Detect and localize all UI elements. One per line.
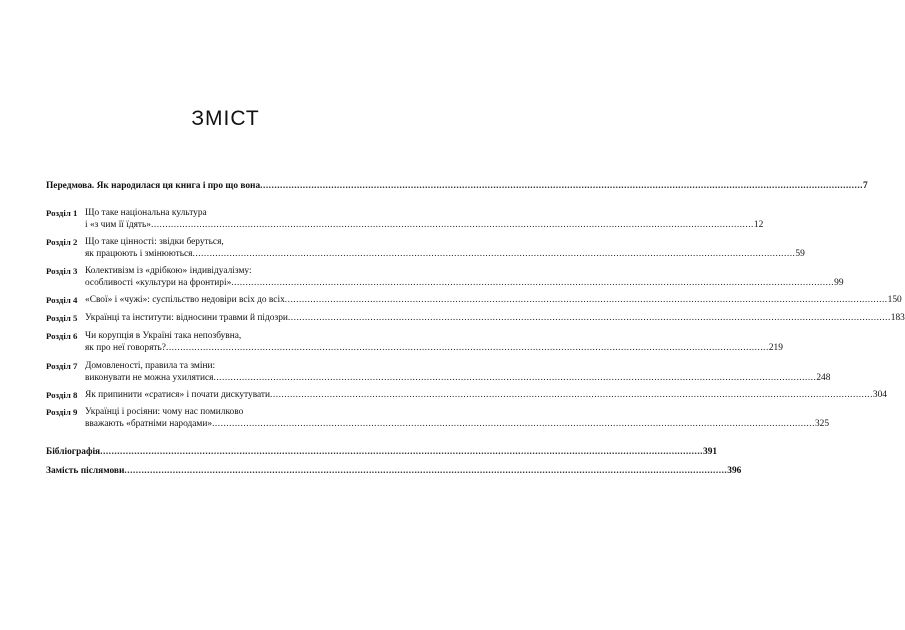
toc-entry-bibliography[interactable] <box>46 446 718 458</box>
chapter-title-line: Як припинити «сратися» і почати дискутувати <box>85 390 271 400</box>
chapter-title-line: як про неї говорять? <box>85 343 166 353</box>
chapter-title-line: Що таке цінності: звідки беруться, <box>85 237 224 247</box>
leader-dots: .................................................................................................................................................................................................................... <box>165 343 769 353</box>
toc-entry-chapter-5[interactable] <box>46 312 905 324</box>
leader-dots: .................................................................................................................................................................................................................... <box>287 313 891 323</box>
chapter-title-line: Колективізм із «дрібкою» індивідуалізму: <box>85 266 252 276</box>
chapter-title-line: Українці та інститути: відносини травми й підозри <box>85 313 288 323</box>
chapter-page: 183 <box>890 313 905 323</box>
toc-entry-chapter-4[interactable] <box>46 294 902 306</box>
page-title: ЗМІСТ <box>191 107 260 130</box>
chapter-title-line: виконувати не можна ухилятися <box>85 373 214 383</box>
chapter-page: 325 <box>814 419 829 429</box>
chapter-page: 219 <box>768 343 783 353</box>
chapter-title-line: особливості «культури на фронтирі» <box>85 278 232 288</box>
chapter-page: 304 <box>872 390 887 400</box>
bibliography-page: 391 <box>703 447 718 457</box>
chapter-label: Розділ 9 <box>46 407 78 417</box>
toc-entry-afterword[interactable] <box>46 465 742 477</box>
leader-dots: .................................................................................................................................................................................................................... <box>212 419 815 429</box>
leader-dots: .................................................................................................................................................................................................................... <box>124 466 728 476</box>
chapter-label: Розділ 2 <box>46 237 78 247</box>
preface-page: 7 <box>863 181 868 191</box>
chapter-page: 59 <box>795 249 805 259</box>
chapter-title-line: як працюють і змінюються <box>85 249 193 259</box>
leader-dots: .................................................................................................................................................................................................................... <box>192 249 796 259</box>
toc-entry-chapter-2[interactable] <box>46 236 805 260</box>
chapter-title-line: Що таке національна культура <box>85 208 207 218</box>
chapter-label: Розділ 4 <box>46 295 78 305</box>
chapter-title-line: вважають «братніми народами» <box>85 419 213 429</box>
chapter-title-line: «Свої» і «чужі»: суспільство недовіри всіх до всіх <box>85 295 285 305</box>
chapter-label: Розділ 8 <box>46 390 78 400</box>
toc-entry-chapter-8[interactable] <box>46 389 887 401</box>
toc-entry-preface[interactable] <box>46 180 868 192</box>
chapter-page: 12 <box>753 220 764 230</box>
chapter-label: Розділ 1 <box>46 208 78 218</box>
leader-dots: .................................................................................................................................................................................................................... <box>213 373 817 383</box>
chapter-title-line: Українці і росіяни: чому нас помилково <box>85 407 244 417</box>
toc-entry-chapter-1[interactable] <box>46 207 764 231</box>
chapter-label: Розділ 3 <box>46 266 78 276</box>
chapter-label: Розділ 6 <box>46 331 78 341</box>
leader-dots: .................................................................................................................................................................................................................... <box>100 447 704 457</box>
chapter-page: 99 <box>834 278 844 288</box>
chapter-title-line: Домовленості, правила та зміни: <box>85 361 216 371</box>
bibliography-title: Бібліографія <box>46 447 101 457</box>
toc-entry-chapter-3[interactable] <box>46 265 844 289</box>
toc-entry-chapter-6[interactable] <box>46 330 783 354</box>
afterword-title: Замість післямови <box>46 466 125 476</box>
afterword-page: 396 <box>727 466 742 476</box>
toc-entry-chapter-9[interactable] <box>46 406 829 430</box>
chapter-label: Розділ 5 <box>46 313 78 323</box>
chapter-page: 248 <box>816 373 831 383</box>
leader-dots: .................................................................................................................................................................................................................... <box>270 390 873 400</box>
chapter-label: Розділ 7 <box>46 361 78 371</box>
leader-dots: .................................................................................................................................................................................................................... <box>284 295 888 305</box>
leader-dots: .................................................................................................................................................................................................................... <box>260 181 864 191</box>
leader-dots: .................................................................................................................................................................................................................... <box>151 220 754 230</box>
chapter-page: 150 <box>887 295 902 305</box>
leader-dots: .................................................................................................................................................................................................................... <box>231 278 835 288</box>
chapter-title-line: і «з чим її їдять» <box>85 220 151 230</box>
chapter-title-line: Чи корупція в Україні така непозбувна, <box>85 331 242 341</box>
toc-entry-chapter-7[interactable] <box>46 360 831 384</box>
preface-title: Передмова. Як народилася ця книга і про що вона <box>46 181 261 191</box>
